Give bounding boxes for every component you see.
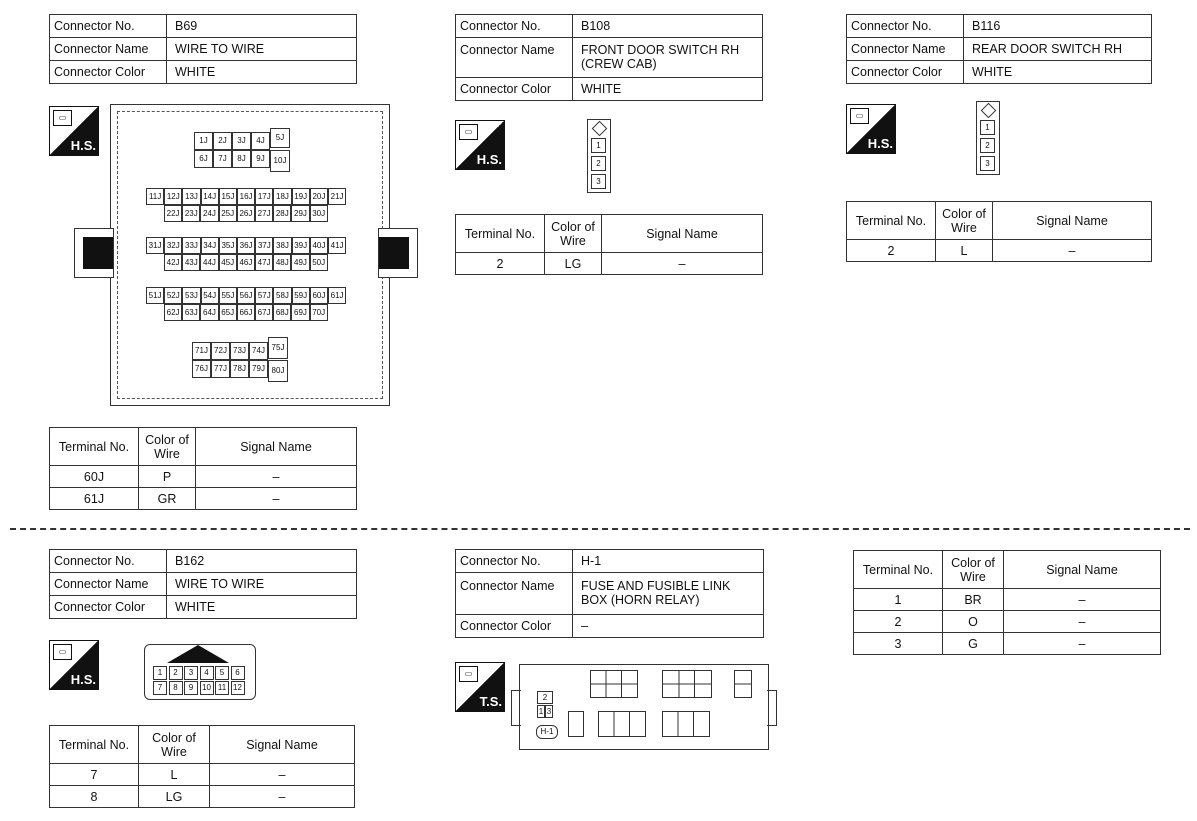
fuse-block (662, 711, 710, 737)
terminal-cell-3j: 3J (232, 132, 251, 150)
terminal-no-cell: 8 (50, 786, 139, 808)
terminal-no-header: Terminal No. (456, 215, 545, 253)
terminal-no-header: Terminal No. (50, 428, 139, 466)
b162-connector-face (144, 644, 256, 700)
connector-name-value: REAR DOOR SWITCH RH (964, 38, 1152, 61)
table-row (50, 786, 355, 808)
connector-no-label: Connector No. (50, 15, 167, 38)
terminal-cell-12j: 12J (164, 188, 182, 205)
terminal-cell-30j: 30J (310, 205, 328, 222)
connector-no-value: B162 (167, 550, 357, 573)
h1-right-tab (767, 690, 777, 726)
connector-color-label: Connector Color (50, 61, 167, 84)
wire-color-cell: L (936, 240, 993, 262)
connector-name-value: WIRE TO WIRE (167, 573, 357, 596)
key-diamond-icon (981, 103, 997, 119)
section-divider (10, 528, 1190, 530)
table-row (847, 240, 1152, 262)
h1-relay-label: H-1 (536, 725, 558, 739)
terminal-cell-32j: 32J (164, 237, 182, 254)
terminal-cell-23j: 23J (182, 205, 200, 222)
connector-no-value: B69 (167, 15, 357, 38)
b69-left-latch (74, 228, 114, 278)
signal-name-cell: – (993, 240, 1152, 262)
pin-2: 2 (169, 666, 183, 680)
terminal-no-cell: 7 (50, 764, 139, 786)
terminal-cell-34j: 34J (201, 237, 219, 254)
terminal-cell-28j: 28J (273, 205, 291, 222)
pin-3: 3 (184, 666, 198, 680)
terminal-cell-64j: 64J (200, 304, 218, 321)
pin-6: 6 (231, 666, 245, 680)
connector-color-label: Connector Color (847, 61, 964, 84)
terminal-cell-37j: 37J (255, 237, 273, 254)
terminal-cell-55j: 55J (219, 287, 237, 304)
terminal-cell-56j: 56J (237, 287, 255, 304)
connector-color-label: Connector Color (50, 596, 167, 619)
color-of-wire-header: Color of Wire (943, 551, 1004, 589)
connector-no-label: Connector No. (456, 550, 573, 573)
pin-7: 7 (153, 681, 167, 695)
terminal-cell-78j: 78J (230, 360, 249, 378)
signal-name-header: Signal Name (602, 215, 763, 253)
terminal-cell-13j: 13J (182, 188, 200, 205)
terminal-cell-54j: 54J (201, 287, 219, 304)
hs-badge-icon: ▭ H.S. (49, 106, 99, 156)
color-of-wire-header: Color of Wire (936, 202, 993, 240)
terminal-no-header: Terminal No. (50, 726, 139, 764)
b162-terminal-table (49, 725, 355, 808)
table-row (50, 466, 357, 488)
pin-9: 9 (184, 681, 198, 695)
fuse-block (590, 670, 638, 698)
fuse-block (598, 711, 646, 737)
terminal-no-cell: 2 (854, 611, 943, 633)
pin-3: 3 (980, 156, 995, 171)
connector-color-value: WHITE (964, 61, 1152, 84)
connector-no-label: Connector No. (50, 550, 167, 573)
terminal-cell-4j: 4J (251, 132, 270, 150)
pin-2: 2 (591, 156, 606, 171)
terminal-cell-39j: 39J (292, 237, 310, 254)
terminal-cell-44j: 44J (200, 254, 218, 271)
wire-color-cell: G (943, 633, 1004, 655)
pin-3: 3 (591, 174, 606, 189)
terminal-cell-9j: 9J (251, 150, 270, 168)
terminal-cell-72j: 72J (211, 342, 230, 360)
pin-8: 8 (169, 681, 183, 695)
wire-color-cell: GR (139, 488, 196, 510)
signal-name-cell: – (1004, 633, 1161, 655)
terminal-cell-47j: 47J (255, 254, 273, 271)
terminal-cell-67j: 67J (255, 304, 273, 321)
terminal-cell-21j: 21J (328, 188, 346, 205)
connector-no-label: Connector No. (847, 15, 964, 38)
terminal-cell-71j: 71J (192, 342, 211, 360)
terminal-cell-51j: 51J (146, 287, 164, 304)
h1-horn-relay-pins (535, 691, 555, 721)
terminal-cell-8j: 8J (232, 150, 251, 168)
b116-connector-face (976, 101, 1000, 175)
pin-1: 1 (153, 666, 167, 680)
pin-2: 2 (980, 138, 995, 153)
terminal-cell-46j: 46J (237, 254, 255, 271)
connector-color-value: WHITE (167, 61, 357, 84)
pin-11: 11 (215, 681, 229, 695)
terminal-cell-11j: 11J (146, 188, 164, 205)
b69-info-table (49, 14, 357, 84)
h1-terminal-table (853, 550, 1161, 655)
terminal-no-cell: 60J (50, 466, 139, 488)
b162-info-table (49, 549, 357, 619)
terminal-cell-19j: 19J (292, 188, 310, 205)
terminal-cell-22j: 22J (164, 205, 182, 222)
terminal-cell-25j: 25J (219, 205, 237, 222)
terminal-cell-61j: 61J (328, 287, 346, 304)
terminal-cell-1j: 1J (194, 132, 213, 150)
terminal-cell-31j: 31J (146, 237, 164, 254)
terminal-cell-65j: 65J (219, 304, 237, 321)
pin-1: 1 (591, 138, 606, 153)
connector-name-label: Connector Name (456, 573, 573, 615)
b116-info-table (846, 14, 1152, 84)
signal-name-cell: – (602, 253, 763, 275)
wire-color-cell: LG (139, 786, 210, 808)
terminal-cell-48j: 48J (273, 254, 291, 271)
h1-left-tab (511, 690, 521, 726)
terminal-cell-35j: 35J (219, 237, 237, 254)
b116-terminal-table (846, 201, 1152, 262)
key-diamond-icon (592, 121, 608, 137)
terminal-cell-17j: 17J (255, 188, 273, 205)
terminal-cell-36j: 36J (237, 237, 255, 254)
wire-color-cell: L (139, 764, 210, 786)
terminal-cell-27j: 27J (255, 205, 273, 222)
b69-terminal-table (49, 427, 357, 510)
b108-terminal-table (455, 214, 763, 275)
terminal-cell-5j: 5J (270, 128, 290, 148)
table-row (854, 589, 1161, 611)
b108-connector-face (587, 119, 611, 193)
terminal-cell-80j: 80J (268, 360, 288, 382)
signal-name-cell: – (1004, 611, 1161, 633)
ts-badge-icon: ▭ T.S. (455, 662, 505, 712)
terminal-cell-79j: 79J (249, 360, 268, 378)
terminal-cell-66j: 66J (237, 304, 255, 321)
connector-name-label: Connector Name (50, 38, 167, 61)
pin-1: 1 (980, 120, 995, 135)
terminal-cell-68j: 68J (273, 304, 291, 321)
signal-name-header: Signal Name (993, 202, 1152, 240)
connector-name-label: Connector Name (456, 38, 573, 78)
terminal-cell-63j: 63J (182, 304, 200, 321)
pin-10: 10 (200, 681, 214, 695)
terminal-cell-6j: 6J (194, 150, 213, 168)
terminal-cell-76j: 76J (192, 360, 211, 378)
connector-name-value: WIRE TO WIRE (167, 38, 357, 61)
color-of-wire-header: Color of Wire (139, 428, 196, 466)
terminal-no-cell: 3 (854, 633, 943, 655)
table-row (50, 764, 355, 786)
signal-name-cell: – (210, 764, 355, 786)
terminal-cell-29j: 29J (291, 205, 309, 222)
signal-name-header: Signal Name (196, 428, 357, 466)
terminal-cell-69j: 69J (291, 304, 309, 321)
fuse-block (662, 670, 712, 698)
connector-color-value: WHITE (167, 596, 357, 619)
signal-name-cell: – (196, 488, 357, 510)
signal-name-cell: – (196, 466, 357, 488)
terminal-cell-60j: 60J (310, 287, 328, 304)
color-of-wire-header: Color of Wire (545, 215, 602, 253)
signal-name-header: Signal Name (1004, 551, 1161, 589)
terminal-cell-58j: 58J (273, 287, 291, 304)
terminal-cell-10j: 10J (270, 150, 290, 172)
terminal-cell-26j: 26J (237, 205, 255, 222)
connector-no-label: Connector No. (456, 15, 573, 38)
pin-2: 2 (537, 691, 553, 704)
connector-no-value: H-1 (573, 550, 764, 573)
connector-color-label: Connector Color (456, 78, 573, 101)
terminal-cell-18j: 18J (273, 188, 291, 205)
terminal-cell-52j: 52J (164, 287, 182, 304)
terminal-cell-62j: 62J (164, 304, 182, 321)
terminal-no-cell: 2 (456, 253, 545, 275)
connector-color-value: – (573, 615, 764, 638)
wire-color-cell: BR (943, 589, 1004, 611)
hs-badge-icon: ▭ H.S. (455, 120, 505, 170)
terminal-cell-42j: 42J (164, 254, 182, 271)
b69-right-latch (378, 228, 418, 278)
pin-12: 12 (231, 681, 245, 695)
terminal-cell-2j: 2J (213, 132, 232, 150)
color-of-wire-header: Color of Wire (139, 726, 210, 764)
connector-color-value: WHITE (573, 78, 763, 101)
connector-no-value: B108 (573, 15, 763, 38)
connector-name-value: FUSE AND FUSIBLE LINK BOX (HORN RELAY) (573, 573, 764, 615)
terminal-cell-53j: 53J (182, 287, 200, 304)
table-row (854, 633, 1161, 655)
hs-badge-icon: ▭ H.S. (49, 640, 99, 690)
terminal-no-cell: 61J (50, 488, 139, 510)
wire-color-cell: LG (545, 253, 602, 275)
terminal-no-header: Terminal No. (847, 202, 936, 240)
terminal-no-cell: 2 (847, 240, 936, 262)
terminal-cell-59j: 59J (292, 287, 310, 304)
terminal-cell-40j: 40J (310, 237, 328, 254)
b108-info-table (455, 14, 763, 101)
fuse-block (734, 670, 752, 698)
terminal-cell-73j: 73J (230, 342, 249, 360)
fuse-block (568, 711, 584, 737)
wire-color-cell: P (139, 466, 196, 488)
table-row (854, 611, 1161, 633)
terminal-cell-33j: 33J (182, 237, 200, 254)
wire-color-cell: O (943, 611, 1004, 633)
connector-color-label: Connector Color (456, 615, 573, 638)
terminal-cell-45j: 45J (219, 254, 237, 271)
terminal-cell-7j: 7J (213, 150, 232, 168)
terminal-cell-50j: 50J (310, 254, 328, 271)
terminal-cell-74j: 74J (249, 342, 268, 360)
connector-name-value: FRONT DOOR SWITCH RH (CREW CAB) (573, 38, 763, 78)
pin-1: 1 (538, 707, 544, 716)
h1-info-table (455, 549, 764, 638)
terminal-no-header: Terminal No. (854, 551, 943, 589)
terminal-cell-49j: 49J (291, 254, 309, 271)
table-row (50, 488, 357, 510)
terminal-cell-24j: 24J (200, 205, 218, 222)
pin-5: 5 (215, 666, 229, 680)
table-row (456, 253, 763, 275)
h1-fuse-box-face (519, 664, 769, 750)
connector-no-value: B116 (964, 15, 1152, 38)
pin-4: 4 (200, 666, 214, 680)
signal-name-header: Signal Name (210, 726, 355, 764)
hs-badge-icon: ▭ H.S. (846, 104, 896, 154)
terminal-cell-16j: 16J (237, 188, 255, 205)
terminal-cell-77j: 77J (211, 360, 230, 378)
connector-name-label: Connector Name (847, 38, 964, 61)
terminal-cell-20j: 20J (310, 188, 328, 205)
terminal-cell-70j: 70J (310, 304, 328, 321)
terminal-cell-38j: 38J (273, 237, 291, 254)
pin-3: 3 (546, 707, 552, 716)
terminal-no-cell: 1 (854, 589, 943, 611)
terminal-cell-41j: 41J (328, 237, 346, 254)
terminal-cell-14j: 14J (201, 188, 219, 205)
connector-name-label: Connector Name (50, 573, 167, 596)
terminal-cell-57j: 57J (255, 287, 273, 304)
signal-name-cell: – (1004, 589, 1161, 611)
b162-latch-icon (167, 645, 229, 663)
signal-name-cell: – (210, 786, 355, 808)
terminal-cell-75j: 75J (268, 337, 288, 359)
terminal-cell-43j: 43J (182, 254, 200, 271)
terminal-cell-15j: 15J (219, 188, 237, 205)
